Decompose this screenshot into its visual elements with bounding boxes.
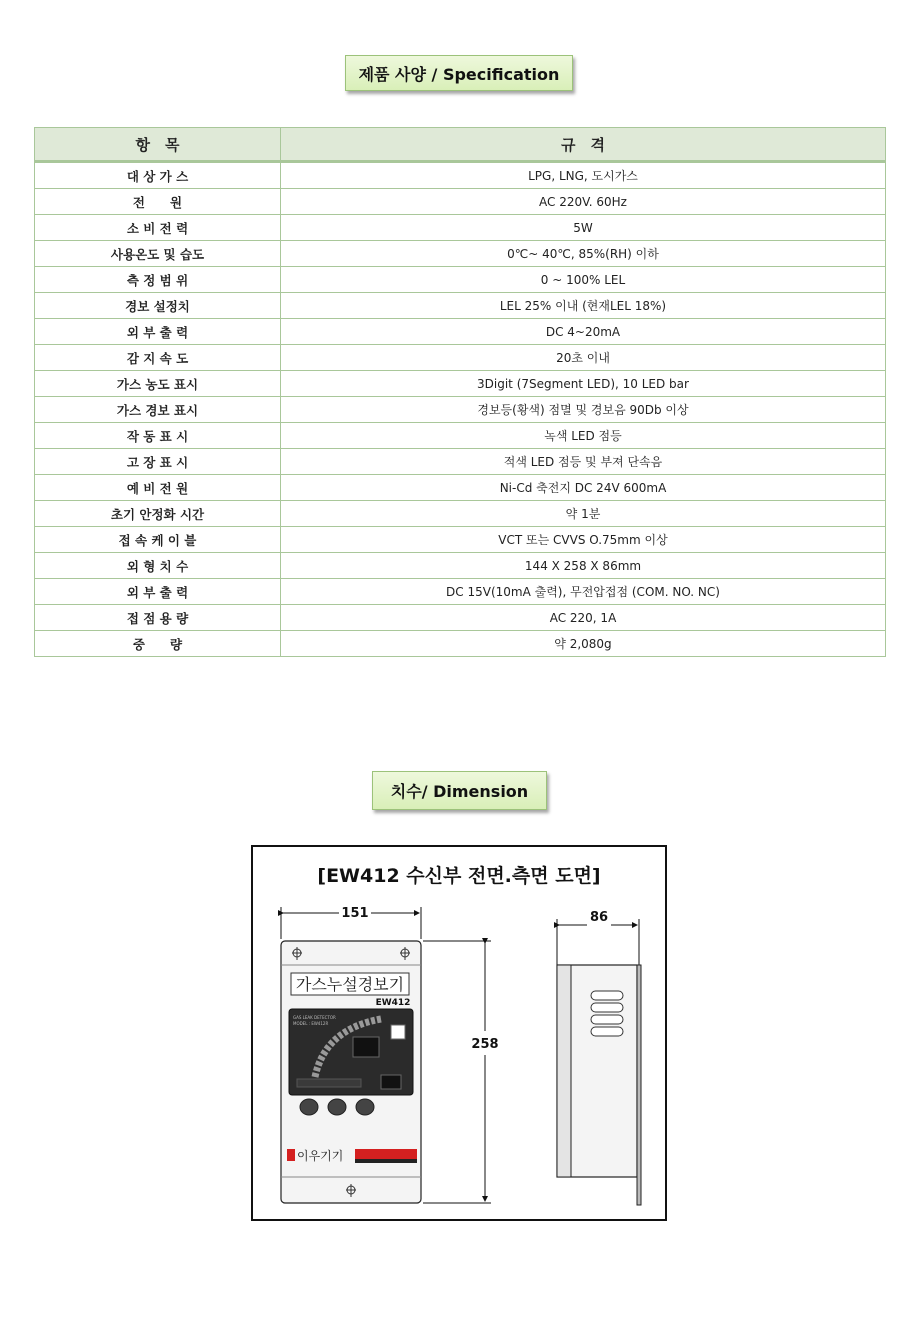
panel-button (328, 1099, 346, 1115)
table-row (35, 397, 886, 423)
spec-item-label: 접 점 용 량 (35, 605, 281, 631)
spec-item-value: 적색 LED 점등 및 부져 단속음 (281, 449, 886, 475)
spec-item-value: LEL 25% 이내 (현재LEL 18%) (281, 293, 886, 319)
table-row (35, 579, 886, 605)
table-row (35, 501, 886, 527)
spec-table (34, 127, 886, 657)
spec-item-value: VCT 또는 CVVS O.75mm 이상 (281, 527, 886, 553)
spec-item-label: 초기 안정화 시간 (35, 501, 281, 527)
spec-item-value: 경보등(황색) 점멸 및 경보음 90Db 이상 (281, 397, 886, 423)
spec-item-label: 사용온도 및 습도 (35, 241, 281, 267)
spec-item-label: 접 속 케 이 블 (35, 527, 281, 553)
spec-item-label: 고 장 표 시 (35, 449, 281, 475)
diagram-drawing (253, 847, 665, 1219)
spec-item-value: 144 X 258 X 86mm (281, 553, 886, 579)
output-terminal (381, 1075, 401, 1089)
spec-item-label: 소 비 전 력 (35, 215, 281, 241)
spec-item-value: 약 2,080g (281, 631, 886, 657)
spec-item-label: 측 정 범 위 (35, 267, 281, 293)
panel-button (300, 1099, 318, 1115)
table-row (35, 345, 886, 371)
table-row (35, 319, 886, 345)
spec-item-label: 전 원 (35, 189, 281, 215)
spec-item-value: 약 1분 (281, 501, 886, 527)
table-row (35, 215, 886, 241)
spec-item-value: AC 220, 1A (281, 605, 886, 631)
table-row (35, 449, 886, 475)
table-row (35, 423, 886, 449)
table-row (35, 605, 886, 631)
dimension-diagram (251, 845, 667, 1221)
spec-item-label: 경보 설정치 (35, 293, 281, 319)
indicator-window (391, 1025, 405, 1039)
header-spec: 규 격 (281, 128, 886, 162)
status-leds (297, 1079, 361, 1087)
spec-section-title: 제품 사양 / Specification (345, 55, 573, 91)
spec-item-label: 외 형 치 수 (35, 553, 281, 579)
table-row (35, 162, 886, 189)
panel-model: MODEL : EW412R (293, 1021, 329, 1026)
depth-dimension: 86 (589, 910, 609, 925)
segment-display (353, 1037, 379, 1057)
header-item: 항 목 (35, 128, 281, 162)
spec-item-label: 가스 경보 표시 (35, 397, 281, 423)
table-row (35, 293, 886, 319)
table-row (35, 267, 886, 293)
spec-item-label: 대 상 가 스 (35, 162, 281, 189)
panel-label: GAS LEAK DETECTOR (293, 1015, 336, 1020)
spec-item-label: 가스 농도 표시 (35, 371, 281, 397)
spec-item-label: 중 량 (35, 631, 281, 657)
spec-item-value: 녹색 LED 점등 (281, 423, 886, 449)
spec-item-label: 작 동 표 시 (35, 423, 281, 449)
spec-item-value: 0℃~ 40℃, 85%(RH) 이하 (281, 241, 886, 267)
spec-item-value: LPG, LNG, 도시가스 (281, 162, 886, 189)
table-row (35, 527, 886, 553)
table-row (35, 553, 886, 579)
device-model: EW412 (375, 998, 411, 1008)
spec-item-value: Ni-Cd 축전지 DC 24V 600mA (281, 475, 886, 501)
spec-item-value: 3Digit (7Segment LED), 10 LED bar (281, 371, 886, 397)
mounting-bracket (637, 965, 641, 1205)
brand-name: 이우기기 (297, 1149, 344, 1163)
height-dimension: 258 (471, 1037, 499, 1052)
brand-stripe (355, 1149, 417, 1159)
spec-item-label: 외 부 출 력 (35, 319, 281, 345)
width-dimension: 151 (341, 906, 369, 921)
panel-button (356, 1099, 374, 1115)
diagram-heading: [EW412 수신부 전면.측면 도면] (317, 865, 601, 887)
spec-table-header (35, 128, 886, 162)
spec-item-value: 5W (281, 215, 886, 241)
spec-item-value: 20초 이내 (281, 345, 886, 371)
table-row (35, 241, 886, 267)
table-row (35, 475, 886, 501)
dimension-section-title: 치수/ Dimension (372, 771, 547, 810)
spec-item-value: DC 4~20mA (281, 319, 886, 345)
spec-item-label: 감 지 속 도 (35, 345, 281, 371)
table-row (35, 189, 886, 215)
device-name: 가스누설경보기 (295, 975, 405, 994)
table-row (35, 371, 886, 397)
spec-item-value: AC 220V. 60Hz (281, 189, 886, 215)
spec-item-value: 0 ~ 100% LEL (281, 267, 886, 293)
table-row (35, 631, 886, 657)
spec-item-value: DC 15V(10mA 출력), 무전압접점 (COM. NO. NC) (281, 579, 886, 605)
brand-logo-icon (287, 1149, 295, 1161)
spec-item-label: 예 비 전 원 (35, 475, 281, 501)
spec-item-label: 외 부 출 력 (35, 579, 281, 605)
